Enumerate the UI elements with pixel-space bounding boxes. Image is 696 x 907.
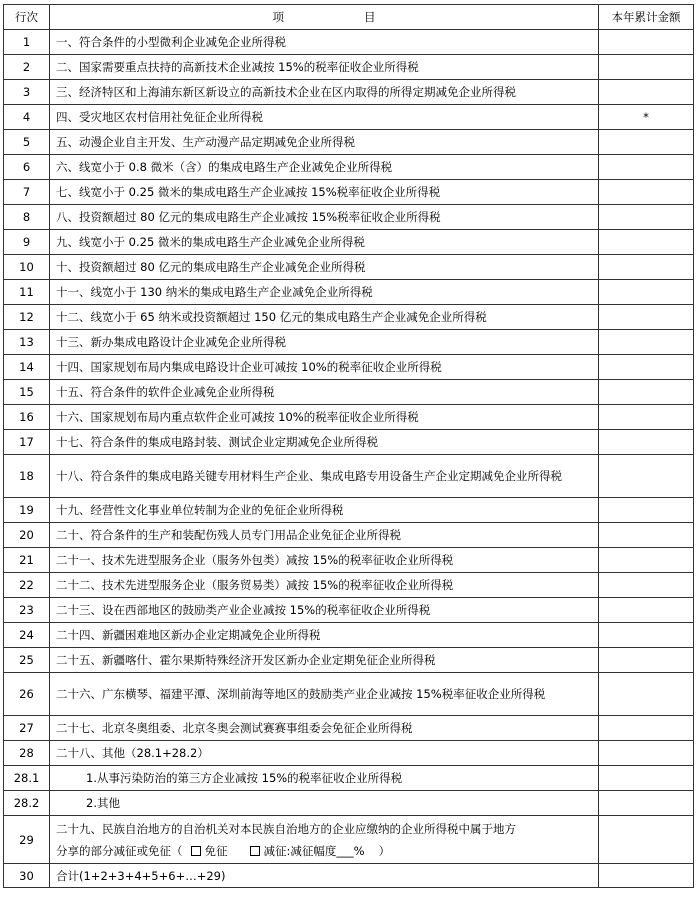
table-row-29 (4, 816, 694, 864)
amount-cell[interactable] (599, 716, 694, 741)
amount-cell[interactable] (599, 864, 694, 888)
amount-cell[interactable] (599, 455, 694, 498)
amount-cell[interactable] (599, 791, 694, 816)
line-no: 18 (4, 455, 50, 498)
table-row-4 (4, 105, 694, 130)
line-no: 25 (4, 648, 50, 673)
amount-cell[interactable] (599, 573, 694, 598)
line-no: 11 (4, 280, 50, 305)
amount-cell[interactable] (599, 280, 694, 305)
line-no: 27 (4, 716, 50, 741)
header-line-no: 行次 (4, 5, 50, 30)
table-row-17 (4, 430, 694, 455)
line-no: 16 (4, 405, 50, 430)
line-no: 30 (4, 864, 50, 888)
line-no: 28.2 (4, 791, 50, 816)
line-no: 28.1 (4, 766, 50, 791)
item-cell: 十三、新办集成电路设计企业减免企业所得税 (50, 330, 599, 355)
item-cell: 2.其他 (50, 791, 599, 816)
line-no: 12 (4, 305, 50, 330)
line-no: 24 (4, 623, 50, 648)
line-no: 22 (4, 573, 50, 598)
line-no: 28 (4, 741, 50, 766)
tax-reduction-table-container (3, 4, 694, 888)
item-cell: 二、国家需要重点扶持的高新技术企业减按 15%的税率征收企业所得税 (50, 55, 599, 80)
item-cell: 合计(1+2+3+4+5+6+…+29) (50, 864, 599, 888)
line-no: 5 (4, 130, 50, 155)
amount-cell[interactable] (599, 255, 694, 280)
amount-cell[interactable]: * (599, 105, 694, 130)
line-no: 14 (4, 355, 50, 380)
table-row-5 (4, 130, 694, 155)
table-row-19 (4, 498, 694, 523)
amount-cell[interactable] (599, 648, 694, 673)
line-no: 3 (4, 80, 50, 105)
amount-cell[interactable] (599, 305, 694, 330)
amount-cell[interactable] (599, 80, 694, 105)
item-cell: 六、线宽小于 0.8 微米（含）的集成电路生产企业减免企业所得税 (50, 155, 599, 180)
table-row-9 (4, 230, 694, 255)
line-no: 29 (4, 816, 50, 864)
table-row-7 (4, 180, 694, 205)
item-cell: 二十三、设在西部地区的鼓励类产业企业减按 15%的税率征收企业所得税 (50, 598, 599, 623)
item-cell: 十五、符合条件的软件企业减免企业所得税 (50, 380, 599, 405)
item-text-prefix: 分享的部分减征或免征（ (56, 843, 183, 858)
line-no: 6 (4, 155, 50, 180)
exempt-checkbox[interactable] (191, 846, 201, 856)
item-cell: 二十、符合条件的生产和装配伤残人员专门用品企业免征企业所得税 (50, 523, 599, 548)
amount-cell[interactable] (599, 330, 694, 355)
amount-cell[interactable] (599, 230, 694, 255)
table-row-2 (4, 55, 694, 80)
table-row-10 (4, 255, 694, 280)
table-row-8 (4, 205, 694, 230)
table-row-13 (4, 330, 694, 355)
amount-cell[interactable] (599, 523, 694, 548)
item-text-line2 (56, 840, 592, 862)
item-cell: 二十七、北京冬奥组委、北京冬奥会测试赛赛事组委会免征企业所得税 (50, 716, 599, 741)
item-cell: 二十八、其他（28.1+28.2） (50, 741, 599, 766)
table-row-15 (4, 380, 694, 405)
amount-cell[interactable] (599, 180, 694, 205)
line-no: 2 (4, 55, 50, 80)
table-row-24 (4, 623, 694, 648)
line-no: 10 (4, 255, 50, 280)
item-text-suffix: ） (378, 843, 391, 858)
amount-cell[interactable] (599, 816, 694, 864)
amount-cell[interactable] (599, 548, 694, 573)
line-no: 15 (4, 380, 50, 405)
line-no: 26 (4, 673, 50, 716)
amount-cell[interactable] (599, 623, 694, 648)
item-cell: 十九、经营性文化事业单位转制为企业的免征企业所得税 (50, 498, 599, 523)
line-no: 13 (4, 330, 50, 355)
item-cell: 七、线宽小于 0.25 微米的集成电路生产企业减按 15%税率征收企业所得税 (50, 180, 599, 205)
reduce-label: 减征:减征幅度___% (263, 843, 365, 858)
header-item (50, 5, 599, 30)
table-row-30 (4, 864, 694, 888)
item-cell: 二十二、技术先进型服务企业（服务贸易类）减按 15%的税率征收企业所得税 (50, 573, 599, 598)
line-no: 23 (4, 598, 50, 623)
table-row-14 (4, 355, 694, 380)
item-cell: 十六、国家规划布局内重点软件企业可减按 10%的税率征收企业所得税 (50, 405, 599, 430)
item-cell: 九、线宽小于 0.25 微米的集成电路生产企业减免企业所得税 (50, 230, 599, 255)
table-row-28 (4, 741, 694, 766)
item-cell: 十四、国家规划布局内集成电路设计企业可减按 10%的税率征收企业所得税 (50, 355, 599, 380)
item-cell: 二十一、技术先进型服务企业（服务外包类）减按 15%的税率征收企业所得税 (50, 548, 599, 573)
header-item-char-a: 项 (272, 10, 284, 24)
amount-cell[interactable] (599, 30, 694, 55)
table-header-row (4, 5, 694, 30)
exempt-label: 免征 (204, 843, 228, 858)
item-cell: 二十六、广东横琴、福建平潭、深圳前海等地区的鼓励类产业企业减按 15%税率征收企业所得税 (50, 673, 599, 716)
line-no: 1 (4, 30, 50, 55)
table-row-12 (4, 305, 694, 330)
item-cell: 十一、线宽小于 130 纳米的集成电路生产企业减免企业所得税 (50, 280, 599, 305)
amount-cell[interactable] (599, 355, 694, 380)
amount-cell[interactable] (599, 155, 694, 180)
amount-cell[interactable] (599, 741, 694, 766)
line-no: 8 (4, 205, 50, 230)
table-row-25 (4, 648, 694, 673)
line-no: 7 (4, 180, 50, 205)
item-cell: 五、动漫企业自主开发、生产动漫产品定期减免企业所得税 (50, 130, 599, 155)
line-no: 20 (4, 523, 50, 548)
amount-cell[interactable] (599, 673, 694, 716)
table-row-23 (4, 598, 694, 623)
item-cell: 十八、符合条件的集成电路关键专用材料生产企业、集成电路专用设备生产企业定期减免企业所得税 (50, 455, 599, 498)
reduce-checkbox[interactable] (250, 846, 260, 856)
table-row-27 (4, 716, 694, 741)
amount-cell[interactable] (599, 598, 694, 623)
header-item-char-b: 目 (364, 10, 376, 24)
table-body (4, 30, 694, 888)
table-row-28-1 (4, 766, 694, 791)
line-no: 21 (4, 548, 50, 573)
header-amount: 本年累计金额 (599, 5, 694, 30)
table-row-22 (4, 573, 694, 598)
item-cell: 十、投资额超过 80 亿元的集成电路生产企业减免企业所得税 (50, 255, 599, 280)
table-row-26 (4, 673, 694, 716)
table-row-16 (4, 405, 694, 430)
table-row-3 (4, 80, 694, 105)
amount-cell[interactable] (599, 380, 694, 405)
table-row-11 (4, 280, 694, 305)
line-no: 17 (4, 430, 50, 455)
amount-cell[interactable] (599, 430, 694, 455)
amount-cell[interactable] (599, 130, 694, 155)
item-cell: 二十四、新疆困难地区新办企业定期减免企业所得税 (50, 623, 599, 648)
item-cell: 三、经济特区和上海浦东新区新设立的高新技术企业在区内取得的所得定期减免企业所得税 (50, 80, 599, 105)
amount-cell[interactable] (599, 405, 694, 430)
table-row-18 (4, 455, 694, 498)
line-no: 4 (4, 105, 50, 130)
line-no: 9 (4, 230, 50, 255)
amount-cell[interactable] (599, 766, 694, 791)
amount-cell[interactable] (599, 498, 694, 523)
item-cell: 十七、符合条件的集成电路封装、测试企业定期减免企业所得税 (50, 430, 599, 455)
amount-cell[interactable] (599, 55, 694, 80)
table-row-21 (4, 548, 694, 573)
line-no: 19 (4, 498, 50, 523)
tax-reduction-table (3, 4, 694, 888)
table-row-20 (4, 523, 694, 548)
table-row-28-2 (4, 791, 694, 816)
amount-cell[interactable] (599, 205, 694, 230)
table-row-1 (4, 30, 694, 55)
item-cell: 二十五、新疆喀什、霍尔果斯特殊经济开发区新办企业定期免征企业所得税 (50, 648, 599, 673)
table-row-6 (4, 155, 694, 180)
item-cell: 一、符合条件的小型微利企业减免企业所得税 (50, 30, 599, 55)
item-cell: 四、受灾地区农村信用社免征企业所得税 (50, 105, 599, 130)
item-text-line1: 二十九、民族自治地方的自治机关对本民族自治地方的企业应缴纳的企业所得税中属于地方 (56, 821, 516, 836)
item-cell: 1.从事污染防治的第三方企业减按 15%的税率征收企业所得税 (50, 766, 599, 791)
item-cell: 十二、线宽小于 65 纳米或投资额超过 150 亿元的集成电路生产企业减免企业所得税 (50, 305, 599, 330)
item-cell: 八、投资额超过 80 亿元的集成电路生产企业减按 15%税率征收企业所得税 (50, 205, 599, 230)
item-cell (50, 816, 599, 864)
